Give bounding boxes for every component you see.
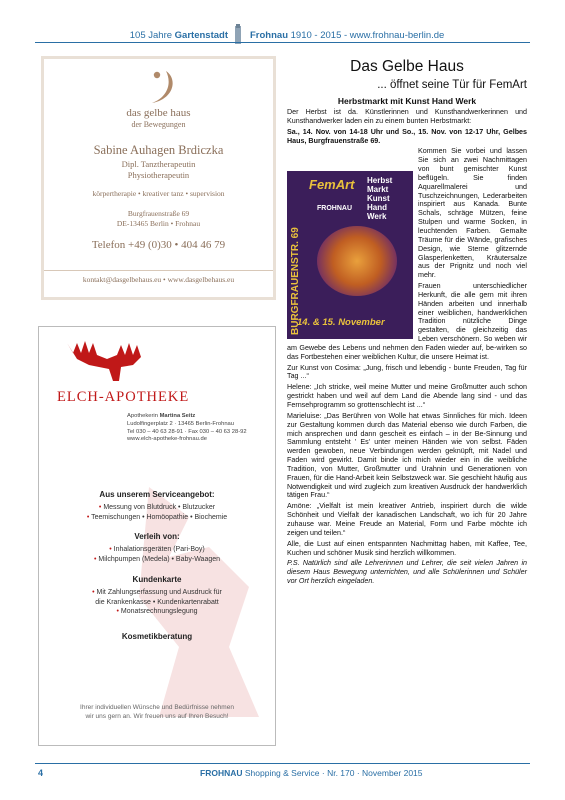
apotheke-section1-list: • Messung von Blutdruck • Blutzucker • Teemischungen • Homöopathie • Biochemie	[86, 504, 228, 521]
femart-poster	[287, 171, 413, 339]
article	[287, 58, 527, 586]
article-subtitle: ... öffnet seine Tür für FemArt	[377, 79, 527, 91]
apotheke-section2-list: • Inhalationsgeräten (Pari-Boy) • Milchpumpen (Medela) • Baby-Waagen	[93, 546, 221, 563]
gelbe-haus-phone: Telefon +49 (0)30 • 404 46 79	[91, 239, 226, 251]
gelbe-haus-address1: Burgfrauenstraße 69	[127, 209, 190, 218]
apotheke-section3-list: • Mit Zahlungserfassung und Ausdruck für die Krankenkasse • Kundenkartenrabatt • Monatsrechnungslegung	[92, 589, 222, 615]
apotheke-section3-title: Kundenkarte	[132, 575, 182, 584]
article-paragraph: Helene: „Ich stricke, weil meine Mutter und meine Großmutter auch schon gestrickt haben und weil auf dem Land die Abende lang sind - und das Fernsehprogramm so grottenschlecht ist ...“	[287, 383, 527, 409]
article-paragraph: Kommen Sie vorbei und lassen Sie sich an zwei Nachmittagen von bunt gemischter Kunst beflügeln. Sie finden Aquarellmalerei und Tuschzeichnungen, Lederarbeiten inspiriert aus Kanada. Bunte Schals, schräge Mützen, feine Stulpen und warme Socken, in leuchtenden Farben. Gemalte Träume für die Wände, grafisches Design, wie Sterne glitzernde Glasperlenketten, Kräutersalze aus der Prignitz und noch viel mehr.	[418, 147, 527, 280]
apotheke-brand: ELCH-APOTHEKE	[57, 389, 190, 405]
header-right: Frohnau 1910 - 2015 - www.frohnau-berlin.de	[250, 30, 445, 41]
apotheke-footer: Ihrer individuellen Wünsche und Bedürfnisse nehmen wir uns gern an. Wir freuen uns auf Ihren Besuch!	[80, 704, 234, 720]
gelbe-haus-person: Sabine Auhagen Brdiczka	[93, 143, 224, 157]
article-paragraph: Amöne: „Vielfalt ist mein kreativer Antrieb, inspiriert durch die wilde Schönheit und Vielfalt der kanadischen Landschaft, wo ich für 20 Jahre zuhause war. Meine Freude an Material, Form und Farbe möchte ich zeigen und teilen.“	[287, 502, 527, 537]
poster-frohnau: FROHNAU	[317, 205, 352, 213]
tower-icon	[232, 24, 244, 44]
poster-side-text: BURGFRAUENSTR. 69	[290, 227, 301, 336]
apotheke-website[interactable]: www.elch-apotheke-frohnau.de	[127, 436, 207, 443]
ad-elch-apotheke	[38, 326, 276, 746]
header-rule	[35, 42, 530, 43]
article-paragraph: Der Herbst ist da. Künstlerinnen und Kunsthandwerkerinnen und Kunsthandwerker laden ein zu einem bunten Herbstmarkt:	[287, 108, 527, 125]
article-title: Das Gelbe Haus	[350, 58, 464, 75]
article-kicker: Herbstmarkt mit Kunst Hand Werk	[337, 96, 477, 106]
article-paragraph: Alle, die Lust auf einen entspannten Nachmittag haben, mit Kaffee, Tee, Kuchen und schöner Musik sind herzlich willkommen.	[287, 539, 527, 557]
page-footer: FROHNAU Shopping & Service · Nr. 170 · November 2015	[200, 768, 423, 778]
poster-femart: FemArt	[309, 177, 355, 193]
page-header	[0, 24, 565, 46]
article-paragraph: Marieluise: „Das Berühren von Wolle hat etwas Sinnliches für mich. Ideen zur Gestaltung kommen durch das Material ebenso wie durch Farben, die mich ansprechen und dann gescheit es einfach – in der Be-Sinnung und Sammlung entsteht ' Es' unter meinen Händen wie von selbst. Fäden werden gewoben, neue Verbindungen werden geknüpft, mit Nadel und Faden wird gewirkt. Damit binde ich mich wieder ein in die weibliche Tradition, von Mutter, Großmutter und Urahnin und Generationen von Frauen, für die Hand-Arbeit kein Selbstzweck war. Sie geschieht häufig aus Notwendigkeit und wird zugleich zum kreativen Ausdruck der handwerklich tätigen Frau.“	[287, 411, 527, 500]
apotheke-section2-title: Verleih von:	[134, 532, 180, 541]
footer-rule	[35, 763, 530, 764]
apotheke-section4-title: Kosmetikberatung	[121, 632, 193, 641]
article-paragraph: Zur Kunst von Cosima: „Jung, frisch und lebendig - bunte Freuden, Tag für Tag ...“	[287, 363, 527, 381]
page-number: 4	[38, 768, 44, 778]
gelbe-haus-name: das gelbe haus	[126, 107, 191, 119]
ad-gelbe-haus	[41, 56, 276, 300]
moose-logo-icon	[63, 337, 173, 385]
gelbe-haus-title1: Dipl. Tanztherapeutin	[121, 159, 196, 169]
article-flow	[287, 147, 527, 361]
header-left: 105 Jahre Gartenstadt	[129, 30, 228, 41]
apotheke-address-block: Apothekerin Martina Seitz Ludolfingerplatz 2 · 13465 Berlin-Frohnau Tel 030 – 40 63 28-91 · Fax 030 – 40 63 28-92 www.elch-apotheke-frohnau.de	[127, 413, 247, 443]
gelbe-haus-title2: Physiotherapeutin	[127, 170, 190, 180]
gelbe-haus-tagline: der Bewegungen	[131, 120, 186, 129]
gelbe-haus-contact[interactable]: kontakt@dasgelbehaus.eu • www.dasgelbehaus.eu	[44, 270, 273, 284]
poster-dates: 14. & 15. November	[297, 317, 385, 329]
gelbe-haus-logo-icon	[144, 67, 176, 107]
gelbe-haus-address2: DE-13465 Berlin • Frohnau	[116, 219, 201, 228]
article-postscript: P.S. Natürlich sind alle Lehrerinnen und Lehrer, die seit vielen Jahren in diesem Haus Bewegung unterrichten, und alle Schülerinnen und Schüler vor Ort herzlich eingeladen.	[287, 559, 527, 586]
poster-swirl	[317, 226, 397, 296]
poster-herbstmarkt: Herbst Markt Kunst Hand Werk	[367, 176, 393, 222]
gelbe-haus-services: körpertherapie • kreativer tanz • supervision	[92, 189, 225, 198]
apotheke-section1-title: Aus unserem Serviceangebot:	[99, 490, 215, 499]
article-paragraph: Frauen unterschiedlicher Herkunft, die alle gern mit ihren Händen arbeiten und innerhalb einer weiblichen, handwerklichen Tradition nützliche Dinge gestalten, die gleichzeitig das Leben verschönern. So weben wir am Gewebe des Lebens und nehmen den Faden wieder auf, be-wirken so das Fortbestehen einer weiblichen Kultur, die unsere Heimat ist.	[287, 282, 527, 361]
article-event-dates: Sa., 14. Nov. von 14-18 Uhr und So., 15. Nov. von 12-17 Uhr, Gelbes Haus, Burgfrauenstraße 69.	[287, 127, 527, 145]
